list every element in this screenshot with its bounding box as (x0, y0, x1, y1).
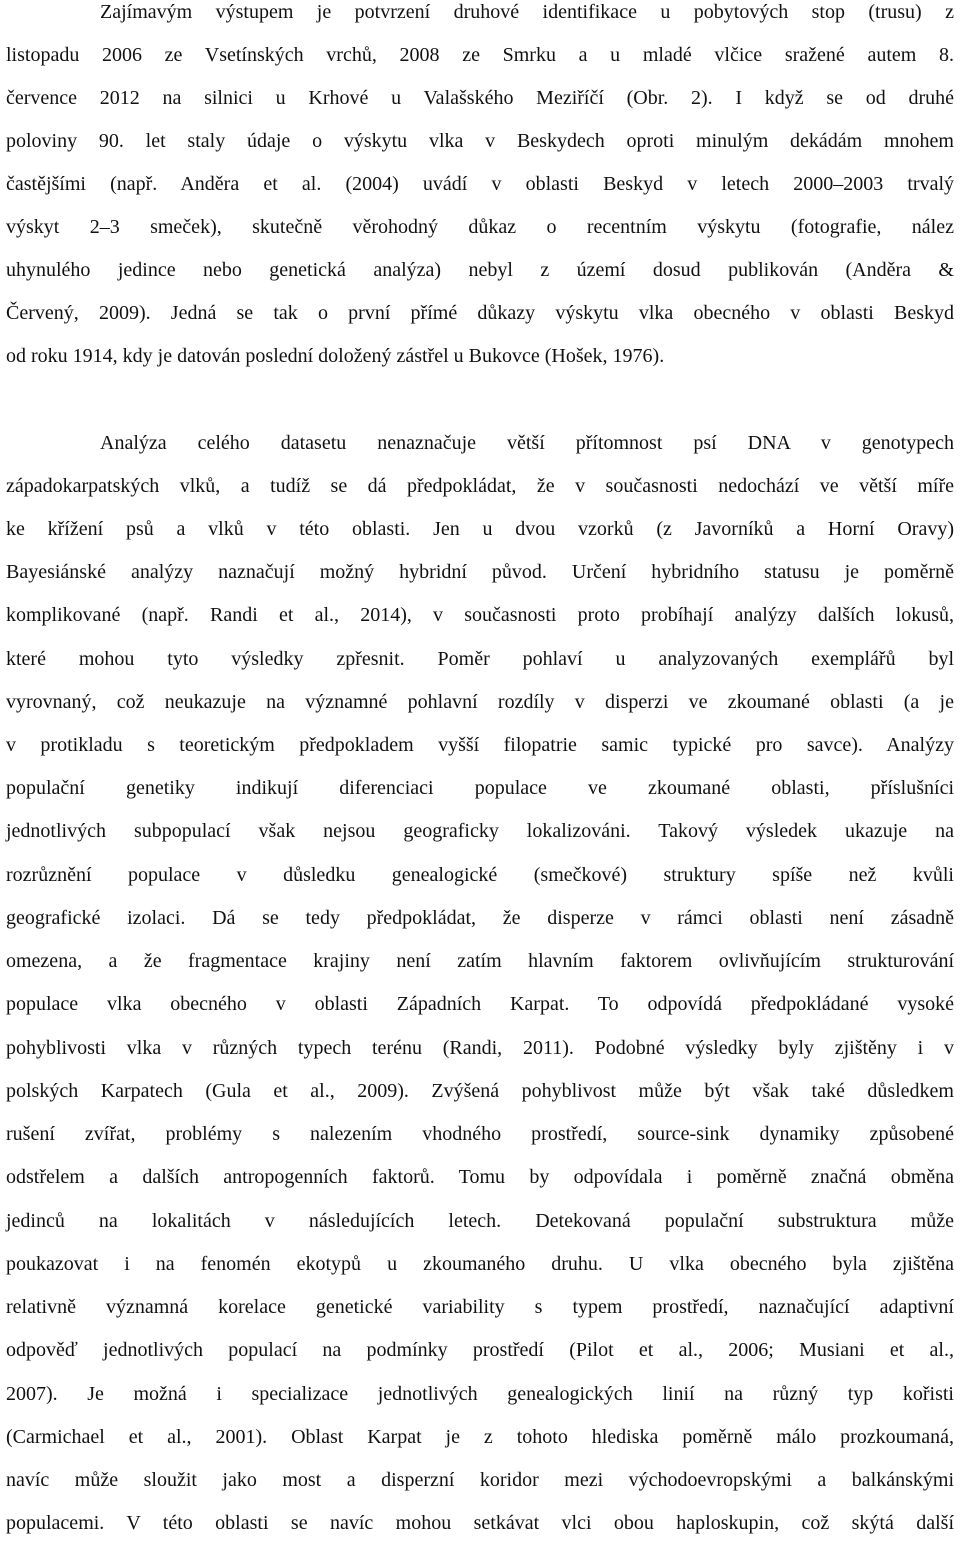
text-line: omezena, a že fragmentace krajiny není zatím hlavním faktorem ovlivňujícím strukturování (6, 950, 954, 972)
text-line: uhynulého jedince nebo genetická analýza) nebyl z území dosud publikován (Anděra & (6, 259, 954, 281)
text-line: populacemi. V této oblasti se navíc mohou setkávat vlci obou haploskupin, což skýtá další (6, 1512, 954, 1534)
text-line: častějšími (např. Anděra et al. (2004) uvádí v oblasti Beskyd v letech 2000–2003 trvalý (6, 173, 954, 195)
text-line: jednotlivých subpopulací však nejsou geograficky lokalizováni. Takový výsledek ukazuje na (6, 820, 954, 842)
text-line: listopadu 2006 ze Vsetínských vrchů, 2008 ze Smrku a u mladé vlčice sražené autem 8. (6, 44, 954, 66)
text-line: komplikované (např. Randi et al., 2014), v současnosti proto probíhají analýzy dalších lokusů, (6, 604, 954, 626)
text-line: vyrovnaný, což neukazuje na významné pohlavní rozdíly v disperzi ve zkoumané oblasti (a je (6, 691, 954, 713)
text-line: relativně významná korelace genetické variability s typem prostředí, naznačující adaptivní (6, 1296, 954, 1318)
text-line: poloviny 90. let staly údaje o výskytu vlka v Beskydech oproti minulým dekádám mnohem (6, 130, 954, 152)
text-line: (Carmichael et al., 2001). Oblast Karpat je z tohoto hlediska poměrně málo prozkoumaná, (6, 1426, 954, 1448)
text-line: Červený, 2009). Jedná se tak o první přímé důkazy výskytu vlka obecného v oblasti Beskyd (6, 302, 954, 324)
text-line: navíc může sloužit jako most a disperzní koridor mezi východoevropskými a balkánskými (6, 1469, 954, 1491)
text-line: rozrůznění populace v důsledku genealogické (smečkové) struktury spíše než kvůli (6, 864, 954, 886)
text-line: které mohou tyto výsledky zpřesnit. Poměr pohlaví u analyzovaných exemplářů byl (6, 648, 954, 670)
text-line: rušení zvířat, problémy s nalezením vhodného prostředí, source-sink dynamiky způsobené (6, 1123, 954, 1145)
text-line: polských Karpatech (Gula et al., 2009). Zvýšená pohyblivost může být však také důsledkem (6, 1080, 954, 1102)
text-line: výskyt 2–3 smeček), skutečně věrohodný důkaz o recentním výskytu (fotografie, nález (6, 216, 954, 238)
text-line: Analýza celého datasetu nenaznačuje větší přítomnost psí DNA v genotypech (100, 432, 954, 454)
text-line: července 2012 na silnici u Krhové u Valašského Meziříčí (Obr. 2). I když se od druhé (6, 87, 954, 109)
text-line: Bayesiánské analýzy naznačují možný hybridní původ. Určení hybridního statusu je poměrně (6, 561, 954, 583)
text-line: jedinců na lokalitách v následujících letech. Detekovaná populační substruktura může (6, 1210, 954, 1232)
text-line: od roku 1914, kdy je datován poslední doložený zástřel u Bukovce (Hošek, 1976). (6, 345, 665, 367)
text-line: populace vlka obecného v oblasti Západních Karpat. To odpovídá předpokládané vysoké (6, 993, 954, 1015)
text-line: Zajímavým výstupem je potvrzení druhové identifikace u pobytových stop (trusu) z (100, 1, 954, 23)
text-line: pohyblivosti vlka v různých typech terénu (Randi, 2011). Podobné výsledky byly zjištěny i v (6, 1037, 954, 1059)
text-line: poukazovat i na fenomén ekotypů u zkoumaného druhu. U vlka obecného byla zjištěna (6, 1253, 954, 1275)
text-line: odstřelem a dalších antropogenních faktorů. Tomu by odpovídala i poměrně značná obměna (6, 1166, 954, 1188)
text-line: v protikladu s teoretickým předpokladem vyšší filopatrie samic typické pro savce). Analýzy (6, 734, 954, 756)
text-line: západokarpatských vlků, a tudíž se dá předpokládat, že v současnosti nedochází ve větší míře (6, 475, 954, 497)
text-line: 2007). Je možná i specializace jednotlivých genealogických linií na různý typ kořisti (6, 1383, 954, 1405)
text-line: odpověď jednotlivých populací na podmínky prostředí (Pilot et al., 2006; Musiani et al., (6, 1339, 954, 1361)
text-line: populační genetiky indikují diferenciaci populace ve zkoumané oblasti, příslušníci (6, 777, 954, 799)
text-line: geografické izolaci. Dá se tedy předpokládat, že disperze v rámci oblasti není zásadně (6, 907, 954, 929)
text-line: ke křížení psů a vlků v této oblasti. Jen u dvou vzorků (z Javorníků a Horní Oravy) (6, 518, 954, 540)
